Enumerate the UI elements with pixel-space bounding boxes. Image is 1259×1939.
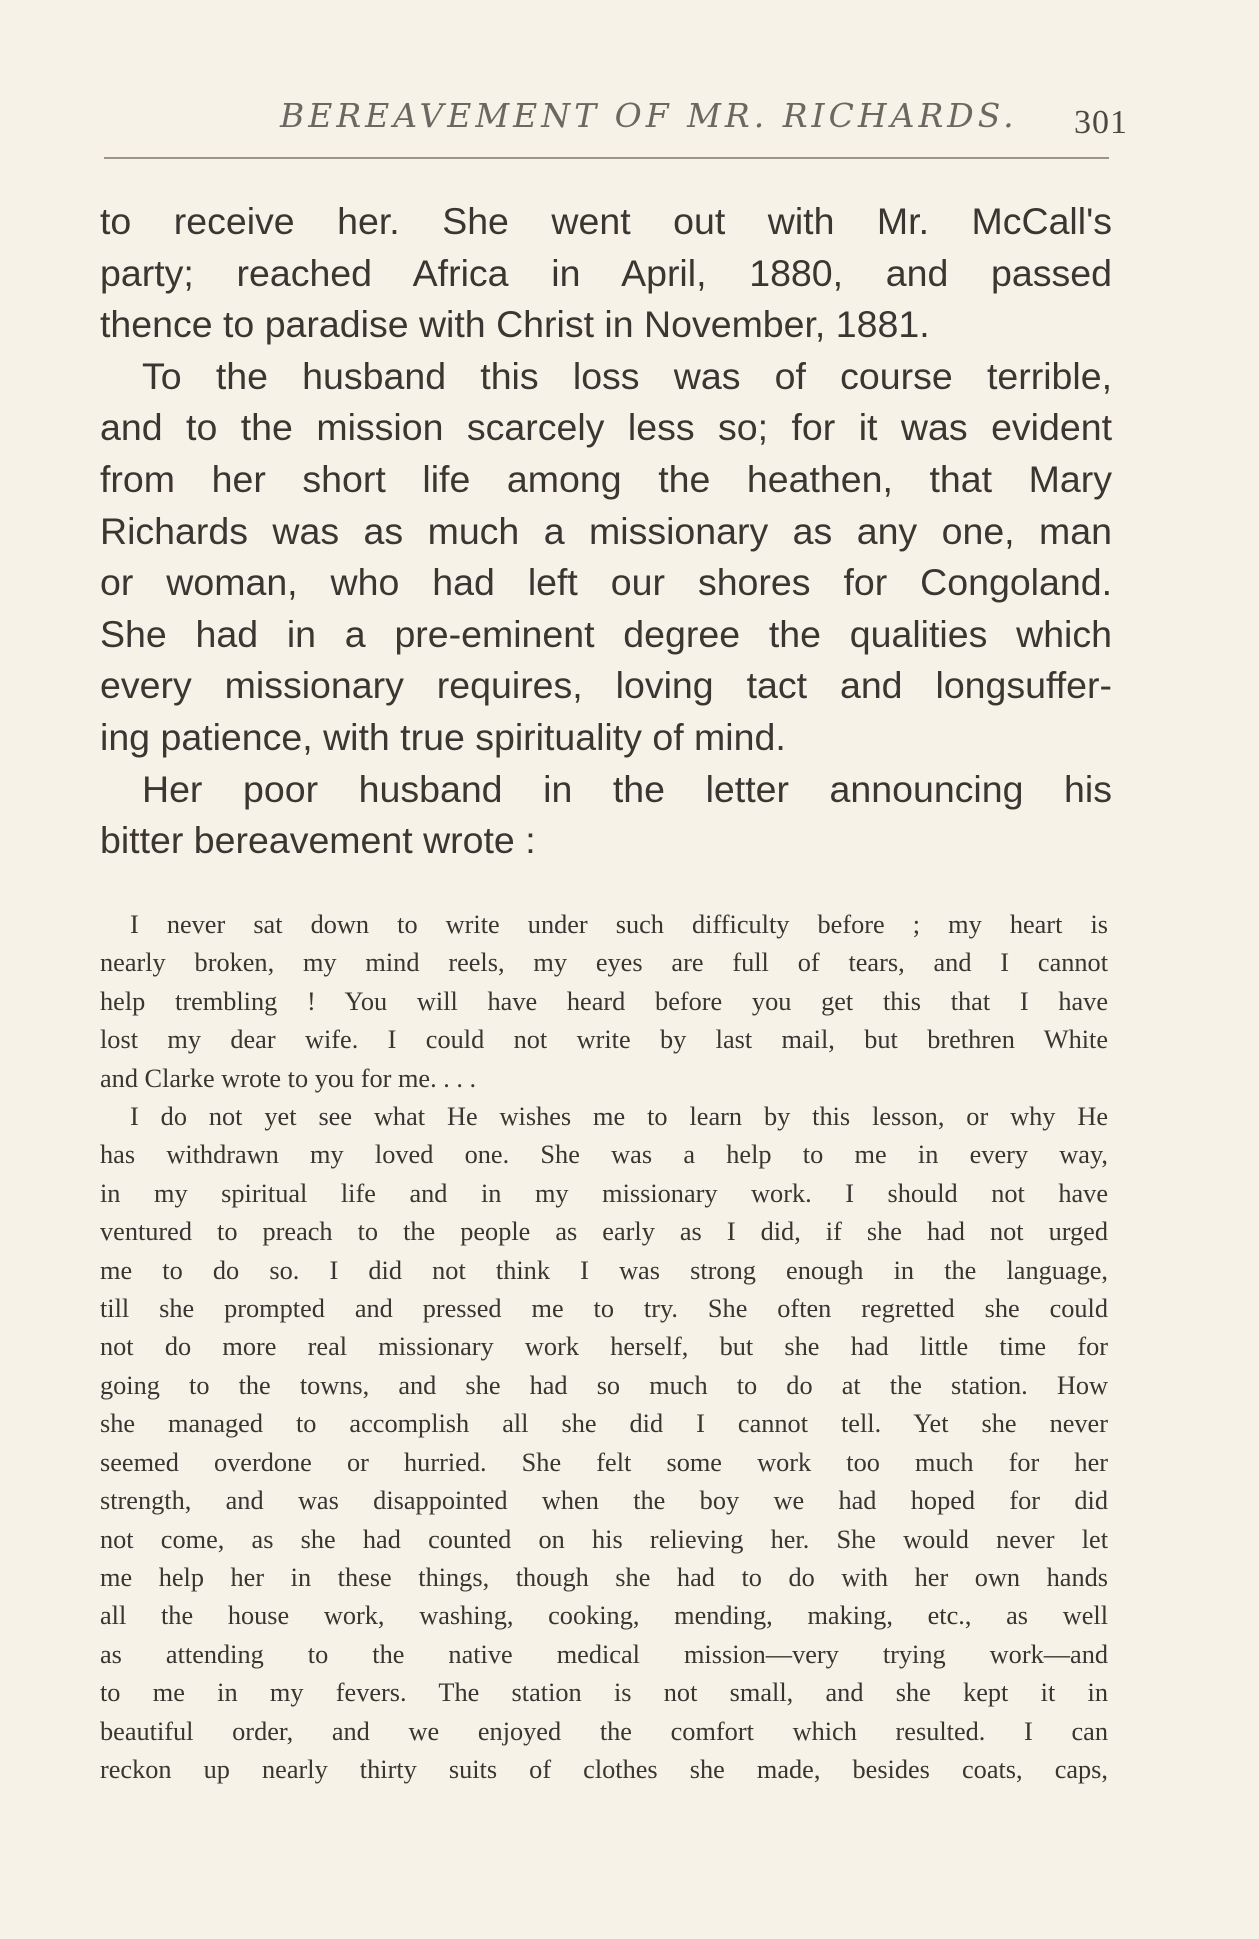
quote-line: as attending to the native medical mission—very trying work—and [100,1639,1108,1669]
body-line: every missionary requires, loving tact and longsuffer- [100,664,1112,707]
body-line: or woman, who had left our shores for Congoland. [100,561,1112,604]
body-line: to receive her. She went out with Mr. McCall's [100,200,1112,242]
quote-line: me help her in these things, though she had to do with her own hands [100,1562,1108,1592]
quote-line: till she prompted and pressed me to try. She often regretted she could [100,1294,1108,1324]
quote-line: has withdrawn my loved one. She was a help to me in every way, [100,1140,1108,1170]
quote-line: going to the towns, and she had so much to do at the station. How [100,1370,1108,1400]
body-line: and to the mission scarcely less so; for it was evident [100,406,1112,449]
body-line: Richards was as much a missionary as any one, man [100,509,1112,552]
quote-line: in my spiritual life and in my missionary work. I should not have [100,1178,1108,1208]
body-line: thence to paradise with Christ in November, 1881. [100,303,930,346]
quote-line: all the house work, washing, cooking, mending, making, etc., as well [100,1601,1108,1631]
quote-line: she managed to accomplish all she did I cannot tell. Yet she never [100,1409,1108,1439]
quote-line: to me in my fevers. The station is not small, and she kept it in [100,1678,1108,1708]
quote-line: reckon up nearly thirty suits of clothes she made, besides coats, caps, [100,1754,1108,1784]
quote-line: beautiful order, and we enjoyed the comfort which resulted. I can [100,1716,1108,1746]
quote-line: lost my dear wife. I could not write by last mail, but brethren White [100,1025,1108,1055]
body-line: She had in a pre-eminent degree the qualities which [100,612,1112,655]
quote-line: not come, as she had counted on his relieving her. She would never let [100,1524,1108,1554]
body-line: To the husband this loss was of course terrible, [142,354,1112,397]
quote-line: ventured to preach to the people as early as I did, if she had not urged [100,1217,1108,1247]
body-line: from her short life among the heathen, that Mary [100,457,1112,500]
quote-line: nearly broken, my mind reels, my eyes are full of tears, and I cannot [100,948,1108,978]
quote-line: seemed overdone or hurried. She felt some work too much for her [100,1447,1108,1477]
quote-line: strength, and was disappointed when the boy we had hoped for did [100,1486,1108,1516]
quote-line: me to do so. I did not think I was strong enough in the language, [100,1255,1108,1285]
letter-quote [100,906,1108,1789]
quote-line: help trembling ! You will have heard before you get this that I have [100,986,1108,1016]
page-number: 301 [1074,104,1128,141]
header-rule [104,157,1109,159]
quote-line: I do not yet see what He wishes me to learn by this lesson, or why He [130,1102,1108,1132]
body-line: Her poor husband in the letter announcing his [142,767,1112,810]
body-line: bitter bereavement wrote : [100,819,536,862]
body-line: ing patience, with true spirituality of mind. [100,715,786,758]
quote-line: I never sat down to write under such difficulty before ; my heart is [130,910,1108,939]
running-head: BEREAVEMENT OF MR. RICHARDS. [280,96,1018,135]
body-line: party; reached Africa in April, 1880, and passed [100,251,1112,294]
body-text [100,196,1112,867]
quote-line: and Clarke wrote to you for me. . . . [100,1063,477,1093]
quote-line: not do more real missionary work herself, but she had little time for [100,1332,1108,1362]
